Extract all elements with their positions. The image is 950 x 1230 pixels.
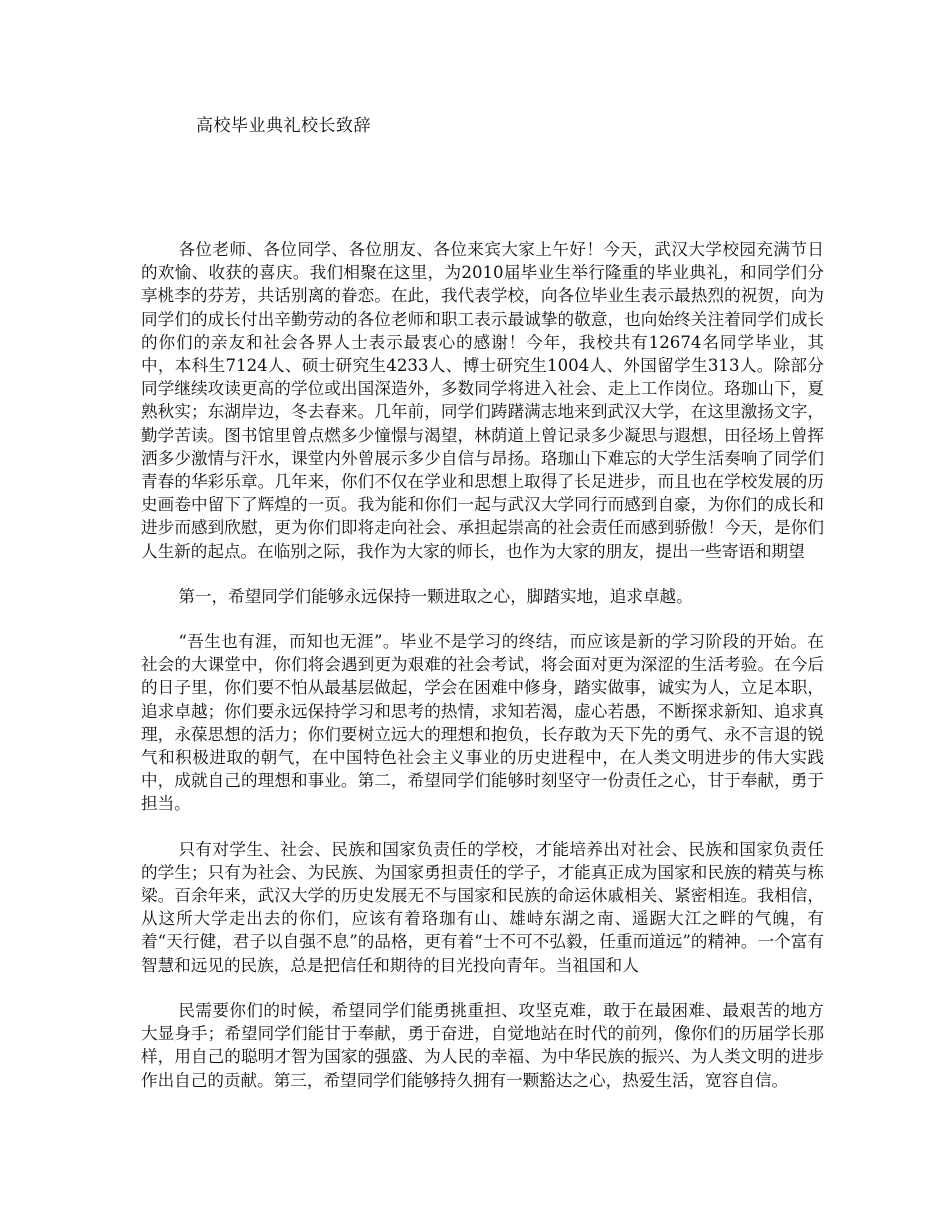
- paragraph-first-hope: 第一，希望同学们能够永远保持一颗进取之心，脚踏实地，追求卓越。: [178, 586, 693, 606]
- document-body: [141, 238, 824, 1092]
- paragraph-greeting: 各位老师、各位同学、各位朋友、各位来宾大家上午好！今天，武汉大学校园充满节日的欢愉、收获的喜庆。我们相聚在这里，为2010届毕业生举行隆重的毕业典礼，和同学们分享桃李的芬芳，共话别离的眷恋。在此，我代表学校，向各位毕业生表示最热烈的祝贺，向为同学们的成长付出辛勤劳动的各位老师和职工表示最诚挚的敬意，也向始终关注着同学们成长的你们的亲友和社会各界人士表示最衷心的感谢！今年，我校共有12674名同学毕业，其中，本科生7124人、硕士研究生4233人、博士研究生1004人、外国留学生313人。除部分同学继续攻读更高的学位或出国深造外，多数同学将进入社会、走上工作岗位。珞珈山下，夏熟秋实；东湖岸边，冬去春来。几年前，同学们踌躇满志地来到武汉大学，在这里激扬文字，勤学苦读。图书馆里曾点燃多少憧憬与渴望，林荫道上曾记录多少凝思与遐想，田径场上曾挥洒多少激情与汗水，课堂内外曾展示多少自信与昂扬。珞珈山下难忘的大学生活奏响了同学们青春的华彩乐章。几年来，你们不仅在学业和思想上取得了长足进步，而且也在学校发展的历史画卷中留下了辉煌的一页。我为能和你们一起与武汉大学同行而感到自豪，为你们的成长和进步而感到欣慰，更为你们即将走向社会、承担起崇高的社会责任而感到骄傲！今天，是你们人生新的起点。在临别之际，我作为大家的师长，也作为大家的朋友，提出一些寄语和期望: [141, 240, 824, 561]
- paragraph-lifelong-learning: “吾生也有涯，而知也无涯”。毕业不是学习的终结，而应该是新的学习阶段的开始。在社会的大课堂中，你们将会遇到更为艰难的社会考试，将会面对更为深涩的生活考验。在今后的日子里，你们要不怕从最基层做起，学会在困难中修身，踏实做事，诚实为人，立足本职，追求卓越；你们要永远保持学习和思考的热情，求知若渴，虚心若愚，不断探求新知、追求真理，永葆思想的活力；你们要树立远大的理想和抱负，长存敢为天下先的勇气、永不言退的锐气和积极进取的朝气，在中国特色社会主义事业的历史进程中，在人类文明进步的伟大实践中，成就自己的理想和事业。第二，希望同学们能够时刻坚守一份责任之心，甘于奉献，勇于担当。: [141, 632, 824, 814]
- paragraph-responsibility: 只有对学生、社会、民族和国家负责任的学校，才能培养出对社会、民族和国家负责任的学生；只有为社会、为民族、为国家勇担责任的学子，才能真正成为国家和民族的精英与栋梁。百余年来，武汉大学的历史发展无不与国家和民族的命运休戚相关、紧密相连。我相信，从这所大学走出去的你们，应该有着珞珈有山、雄峙东湖之南、遥踞大江之畔的气魄，有着“天行健，君子以自强不息”的品格，更有着“士不可不弘毅，任重而道远”的精神。一个富有智慧和远见的民族，总是把信任和期待的目光投向青年。当祖国和人: [141, 839, 824, 975]
- document-title: 高校毕业典礼校长致辞: [196, 116, 371, 136]
- paragraph-service: 民需要你们的时候，希望同学们能勇挑重担、攻坚克难，敢于在最困难、最艰苦的地方大显身手；希望同学们能甘于奉献，勇于奋进，自觉地站在时代的前列，像你们的历届学长那样，用自己的聪明才智为国家的强盛、为人民的幸福、为中华民族的振兴、为人类文明的进步作出自己的贡献。第三，希望同学们能够持久拥有一颗豁达之心，热爱生活，宽容自信。: [141, 1000, 824, 1090]
